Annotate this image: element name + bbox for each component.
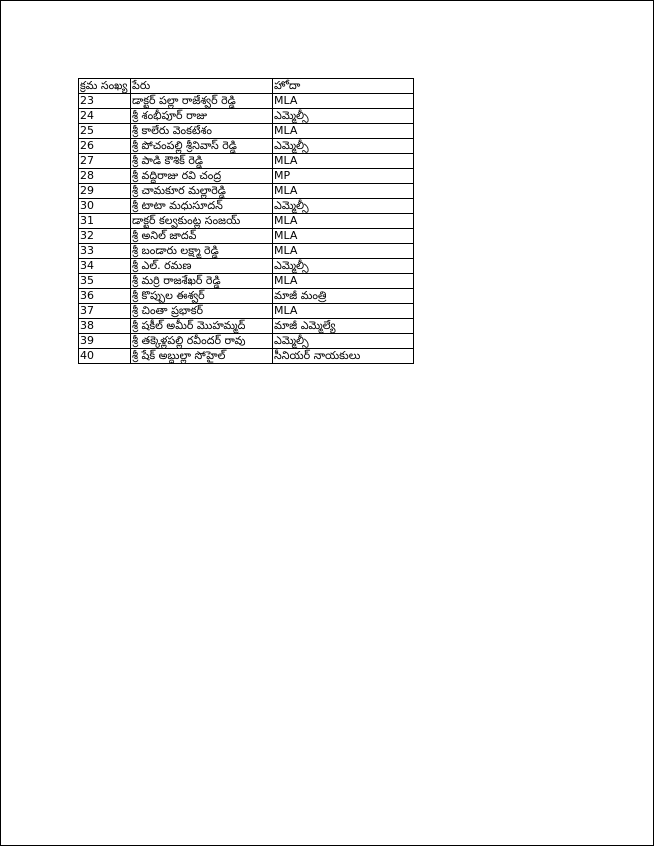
name-cell: శ్రీ చింతా ప్రభాకర్: [131, 304, 273, 319]
table-row: [79, 289, 414, 304]
name-cell: శ్రీ పాడి కౌశిక్ రెడ్డి: [131, 154, 273, 169]
serial-number-cell: 33: [79, 244, 131, 259]
name-cell: శ్రీ పోచంపల్లి శ్రీనివాస్ రెడ్డి: [131, 139, 273, 154]
serial-number-cell: 36: [79, 289, 131, 304]
name-cell: శ్రీ కొప్పుల ఈశ్వర్: [131, 289, 273, 304]
members-table: [78, 78, 414, 364]
table-row: [79, 94, 414, 109]
serial-number-cell: 37: [79, 304, 131, 319]
designation-cell: MLA: [273, 244, 414, 259]
designation-cell: మాజీ మంత్రి: [273, 289, 414, 304]
serial-number-cell: 25: [79, 124, 131, 139]
name-cell: శ్రీ బండారు లక్ష్మా రెడ్డి: [131, 244, 273, 259]
name-cell: శ్రీ టాటా మధుసూదన్: [131, 199, 273, 214]
table-row: [79, 274, 414, 289]
header-row: [79, 79, 414, 94]
name-cell: శ్రీ శంభీపూర్ రాజు: [131, 109, 273, 124]
name-cell: శ్రీ షేక్ అబ్దుల్లా సోహైల్: [131, 349, 273, 364]
designation-cell: MLA: [273, 304, 414, 319]
serial-number-cell: 26: [79, 139, 131, 154]
designation-cell: ఎమ్మెల్సీ: [273, 139, 414, 154]
serial-number-cell: 30: [79, 199, 131, 214]
serial-number-cell: 34: [79, 259, 131, 274]
name-cell: డాక్టర్ కల్వకుంట్ల సంజయ్: [131, 214, 273, 229]
table-row: [79, 139, 414, 154]
serial-number-cell: 29: [79, 184, 131, 199]
table-row: [79, 214, 414, 229]
designation-cell: MLA: [273, 274, 414, 289]
designation-cell: MLA: [273, 94, 414, 109]
designation-cell: ఎమ్మెల్సీ: [273, 334, 414, 349]
table-row: [79, 259, 414, 274]
designation-cell: MLA: [273, 154, 414, 169]
serial-number-cell: 32: [79, 229, 131, 244]
designation-cell: ఎమ్మెల్సీ: [273, 199, 414, 214]
name-cell: శ్రీ చామకూర మల్లారెడ్డి: [131, 184, 273, 199]
designation-cell: MLA: [273, 124, 414, 139]
name-cell: శ్రీ ఎల్. రమణ: [131, 259, 273, 274]
table-body: [79, 94, 414, 364]
designation-cell: ఎమ్మెల్సీ: [273, 259, 414, 274]
header-serial-number: క్రమ సంఖ్య: [79, 79, 131, 94]
serial-number-cell: 39: [79, 334, 131, 349]
name-cell: శ్రీ మర్రి రాజశేఖర్ రెడ్డి: [131, 274, 273, 289]
serial-number-cell: 27: [79, 154, 131, 169]
name-cell: శ్రీ కాలేరు వెంకటేశం: [131, 124, 273, 139]
table-row: [79, 349, 414, 364]
table-row: [79, 229, 414, 244]
serial-number-cell: 40: [79, 349, 131, 364]
serial-number-cell: 28: [79, 169, 131, 184]
serial-number-cell: 38: [79, 319, 131, 334]
table-row: [79, 319, 414, 334]
table-row: [79, 244, 414, 259]
serial-number-cell: 23: [79, 94, 131, 109]
designation-cell: MLA: [273, 229, 414, 244]
header-designation: హోదా: [273, 79, 414, 94]
table-row: [79, 199, 414, 214]
designation-cell: MLA: [273, 214, 414, 229]
serial-number-cell: 24: [79, 109, 131, 124]
header-name: పేరు: [131, 79, 273, 94]
table-row: [79, 304, 414, 319]
designation-cell: MP: [273, 169, 414, 184]
designation-cell: ఎమ్మెల్సీ: [273, 109, 414, 124]
name-cell: శ్రీ వద్దిరాజు రవి చంద్ర: [131, 169, 273, 184]
table-row: [79, 334, 414, 349]
table-row: [79, 124, 414, 139]
name-cell: శ్రీ తక్కెళ్లపల్లి రవీందర్ రావు: [131, 334, 273, 349]
designation-cell: MLA: [273, 184, 414, 199]
table-row: [79, 109, 414, 124]
table-row: [79, 184, 414, 199]
serial-number-cell: 35: [79, 274, 131, 289]
name-cell: శ్రీ అనిల్ జాదవ్: [131, 229, 273, 244]
designation-cell: సీనియర్ నాయకులు: [273, 349, 414, 364]
name-cell: డాక్టర్ పల్లా రాజేశ్వర్ రెడ్డి: [131, 94, 273, 109]
serial-number-cell: 31: [79, 214, 131, 229]
designation-cell: మాజీ ఎమ్మెల్యే: [273, 319, 414, 334]
table-row: [79, 169, 414, 184]
name-cell: శ్రీ షకీల్ అమీర్ మొహమ్మద్: [131, 319, 273, 334]
table-row: [79, 154, 414, 169]
